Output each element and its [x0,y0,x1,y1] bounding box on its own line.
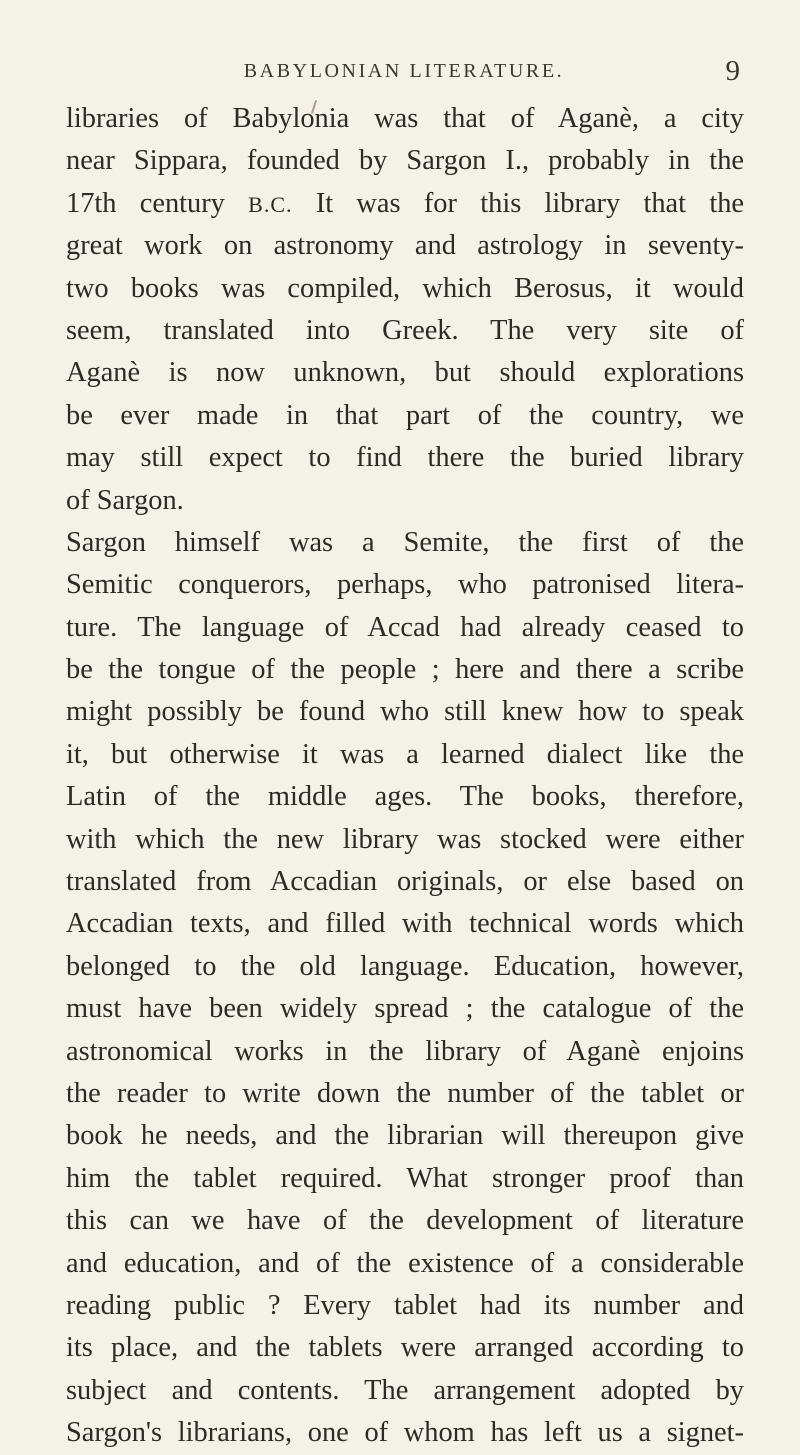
text-line: book he needs, and the librarian will thereupon give [66,1120,744,1152]
text-line [66,183,744,225]
text-line: reading public ? Every tablet had its number and [66,1289,744,1321]
text-line: the reader to write down the number of the tablet or [66,1077,744,1109]
text-line: Sargon himself was a Semite, the first of the [66,526,744,558]
text-line: must have been widely spread ; the catalogue of the [66,993,744,1025]
text-line: belonged to the old language. Education, however, [66,950,744,982]
text-line: with which the new library was stocked were either [66,823,744,855]
body-text [66,98,744,1455]
era-abbreviation: B.C. [248,191,293,217]
text-line: might possibly be found who still knew how to speak [66,696,744,728]
text-line: and education, and of the existence of a considerable [66,1247,744,1279]
text-line: seem, translated into Greek. The very site of [66,314,744,346]
text-line: Accadian texts, and filled with technical words which [66,908,744,940]
text-line: be ever made in that part of the country, we [66,399,744,431]
text-line: subject and contents. The arrangement adopted by [66,1374,744,1406]
text-line: Aganè is now unknown, but should explorations [66,357,744,389]
text-line: ture. The language of Accad had already ceased to [66,611,744,643]
text-line: may still expect to find there the buried library [66,442,744,474]
text-fragment: 17th century [66,187,225,219]
text-fragment: It was for this library that the [315,187,744,219]
text-line: Sargon's librarians, one of whom has left us a signet- [66,1417,744,1449]
text-line: Latin of the middle ages. The books, therefore, [66,781,744,813]
text-line: great work on astronomy and astrology in seventy- [66,230,744,262]
text-line: of Sargon. [66,484,184,516]
text-line: two books was compiled, which Berosus, it would [66,272,744,304]
text-line: libraries of Babylonia was that of Aganè, a city [66,103,744,134]
text-line: translated from Accadian originals, or else based on [66,866,744,898]
running-head [66,56,742,86]
text-line: this can we have of the development of literature [66,1205,744,1237]
text-line: be the tongue of the people ; here and there a scribe [66,654,744,686]
text-line: astronomical works in the library of Aganè enjoins [66,1035,744,1067]
running-title: BABYLONIAN LITERATURE. [243,60,565,82]
text-line: its place, and the tablets were arranged according to [66,1332,744,1364]
text-line: near Sippara, founded by Sargon I., probably in the [66,145,744,177]
text-line: Semitic conquerors, perhaps, who patronised litera- [66,569,744,601]
page-number: 9 [725,55,740,87]
text-line: it, but otherwise it was a learned dialect like the [66,738,744,770]
text-line: him the tablet required. What stronger proof than [66,1162,744,1194]
